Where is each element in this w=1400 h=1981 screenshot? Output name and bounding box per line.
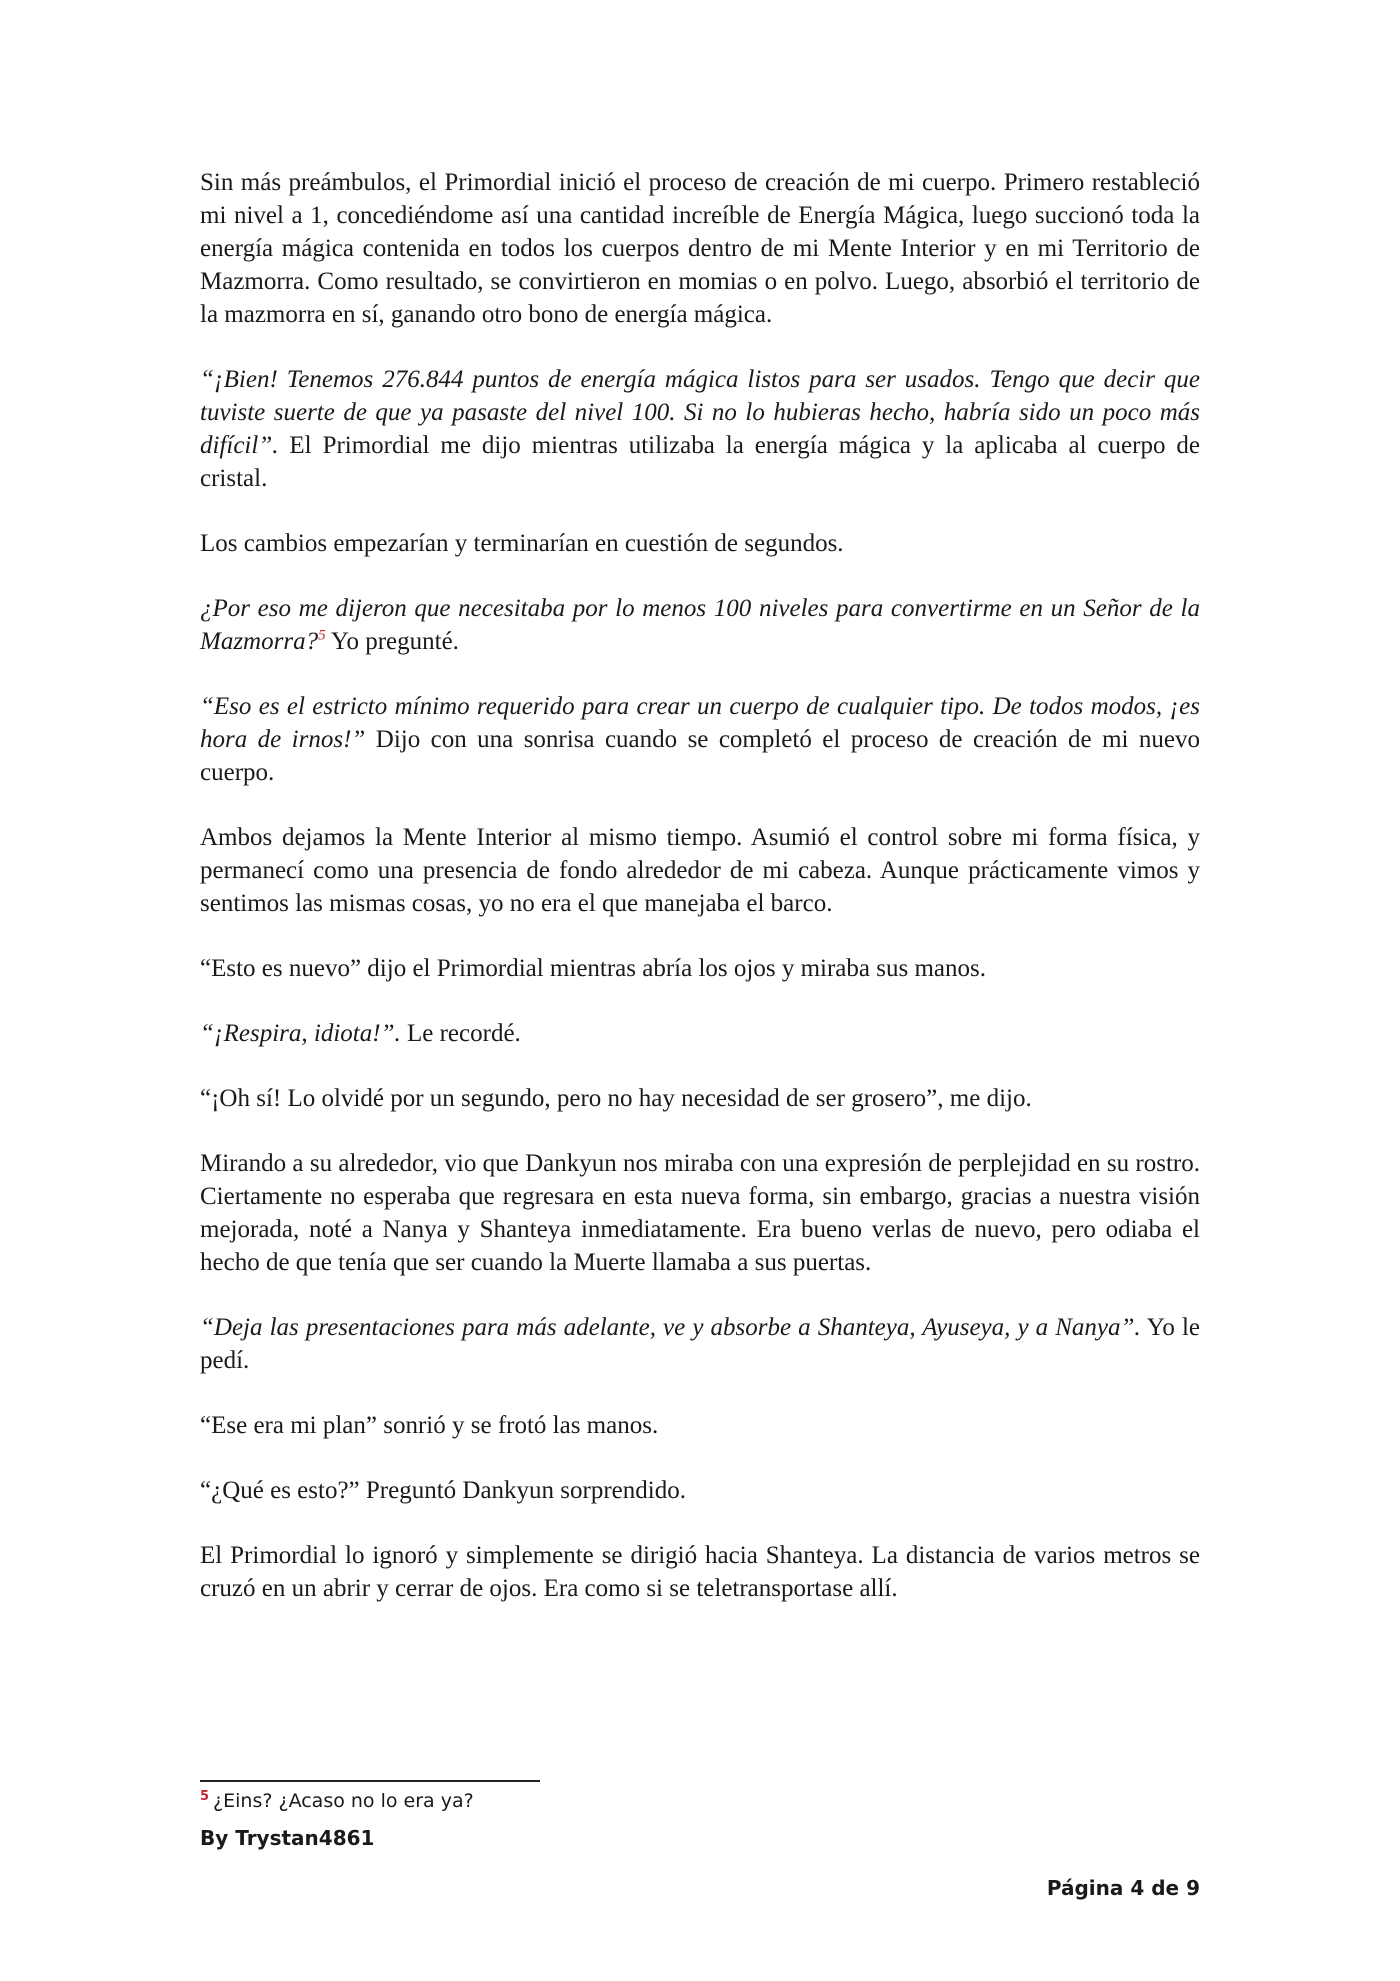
footnote [200,1786,1100,1816]
footnote-separator [200,1780,540,1782]
page-number-total: 9 [1186,1876,1200,1900]
paragraph [200,527,1200,560]
paragraph [200,821,1200,920]
text-run: “¡Oh sí! Lo olvidé por un segundo, pero no hay necesidad de ser grosero”, me dijo. [200,1085,1032,1112]
text-run: Yo pregunté. [325,628,459,655]
text-run: “¿Qué es esto?” Preguntó Dankyun sorprendido. [200,1477,686,1504]
paragraph [200,690,1200,789]
text-run: El Primordial me dijo mientras utilizaba la energía mágica y la aplicaba al cuerpo de cristal. [200,432,1200,492]
page-number-current: 4 [1130,1876,1145,1900]
paragraph [200,1409,1200,1442]
paragraph [200,1017,1200,1050]
paragraph [200,592,1200,658]
text-run: Sin más preámbulos, el Primordial inició el proceso de creación de mi cuerpo. Primero restableció mi nivel a 1, concediéndome así una cantidad increíble de Energía Mágica, luego succionó toda la energía mágica contenida en todos los cuerpos dentro de mi Mente Interior y en mi Territorio de Mazmorra. Como resultado, se convirtieron en momias o en polvo. Luego, absorbió el territorio de la mazmorra en sí, ganando otro bono de energía mágica. [200,169,1200,328]
text-run: Dijo con una sonrisa cuando se completó el proceso de creación de mi nuevo cuerpo. [200,726,1200,786]
text-run: Ambos dejamos la Mente Interior al mismo tiempo. Asumió el control sobre mi forma física, y permanecí como una presencia de fondo alrededor de mi cabeza. Aunque prácticamente vimos y sentimos las mismas cosas, yo no era el que manejaba el barco. [200,824,1200,917]
italic-text: “¡Respira, idiota!”. [200,1020,401,1047]
italic-text: “¡Bien! Tenemos 276.844 puntos de energía mágica listos para ser usados. Tengo que decir que tuviste suerte de que ya pasaste del nivel 100. Si no lo hubieras hecho, habría sido un poco más difícil”. [200,366,1200,459]
footnote-marker: 5 [200,1788,210,1804]
paragraph [200,1082,1200,1115]
paragraph [200,363,1200,495]
paragraph [200,1539,1200,1605]
paragraph [200,1311,1200,1377]
paragraph [200,1147,1200,1279]
text-run: “Esto es nuevo” dijo el Primordial mientras abría los ojos y miraba sus manos. [200,955,986,982]
page-number-separator: de [1151,1876,1180,1900]
body-text [200,166,1200,1605]
paragraph [200,952,1200,985]
text-run: Mirando a su alrededor, vio que Dankyun nos miraba con una expresión de perplejidad en su rostro. Ciertamente no esperaba que regresara en esta nueva forma, sin embargo, gracias a nuestra visión mejorada, noté a Nanya y Shanteya inmediatamente. Era bueno verlas de nuevo, pero odiaba el hecho de que tenía que ser cuando la Muerte llamaba a sus puertas. [200,1150,1200,1276]
italic-text: “Deja las presentaciones para más adelante, ve y absorbe a Shanteya, Ayuseya, y a Nanya”. [200,1314,1141,1341]
page-number [1047,1876,1200,1900]
italic-text: “Eso es el estricto mínimo requerido para crear un cuerpo de cualquier tipo. De todos modos, ¡es hora de irnos!” [200,693,1200,753]
text-run: Le recordé. [400,1020,521,1047]
author-credit: By Trystan4861 [200,1826,375,1850]
page-number-prefix: Página [1046,1876,1124,1900]
text-run: Los cambios empezarían y terminarían en cuestión de segundos. [200,530,844,557]
footnote-text: ¿Eins? ¿Acaso no lo era ya? [213,1790,474,1812]
italic-text: ¿Por eso me dijeron que necesitaba por lo menos 100 niveles para convertirme en un Señor de la Mazmorra? [200,595,1200,655]
text-run: “Ese era mi plan” sonrió y se frotó las manos. [200,1412,659,1439]
footnote-reference: 5 [318,627,326,644]
text-run: El Primordial lo ignoró y simplemente se dirigió hacia Shanteya. La distancia de varios metros se cruzó en un abrir y cerrar de ojos. Era como si se teletransportase allí. [200,1542,1200,1602]
text-run: Yo le pedí. [200,1314,1200,1374]
paragraph [200,166,1200,331]
paragraph [200,1474,1200,1507]
